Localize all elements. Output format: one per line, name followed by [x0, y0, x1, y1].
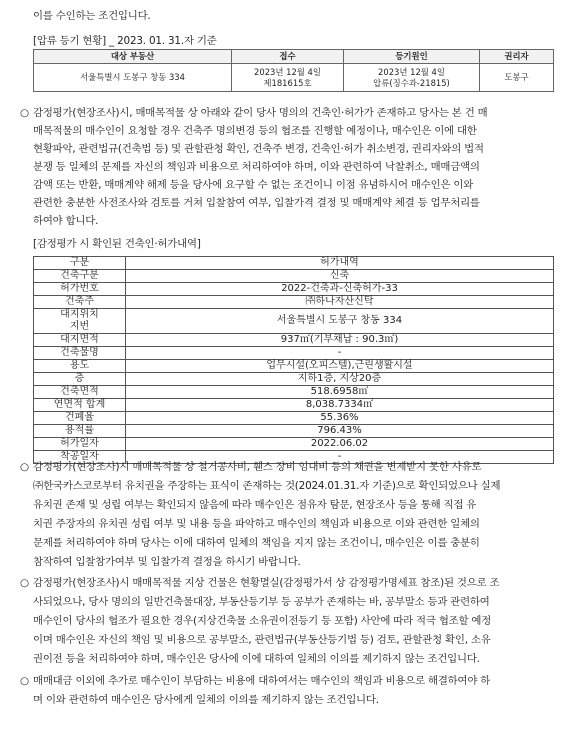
- paragraph-3-line: 권이전 등을 처리하여야 하며, 매수인은 당사에 이에 대하여 일체의 이의를 제기하지 않는 조건입니다.: [33, 653, 480, 665]
- att-col-cause: 등기원인: [344, 50, 480, 64]
- paragraph-1-line: 매목적물의 매수인이 요청할 경우 건축주 명의변경 등의 협조를 진행할 예정이나, 매수인은 이에 대한: [33, 125, 477, 137]
- permit-key: 건축물명: [34, 347, 126, 360]
- paragraph-4-line: ○ 매매대금 이외에 추가로 매수인이 부담하는 비용에 대하여서는 매수인의 책임과 비용으로 해결하여야 하: [20, 675, 491, 687]
- attachment-table: [33, 49, 554, 92]
- att-holder: 도봉구: [480, 64, 554, 92]
- att-col-holder: 권리자: [480, 50, 554, 64]
- att-property: 서울특별시 도봉구 창동 334: [34, 64, 232, 92]
- bullet-icon: ○: [20, 107, 29, 119]
- permit-val: 2022-건축과-신축허가-33: [126, 283, 554, 296]
- paragraph-4-line: 며 이와 관련하여 매수인은 당사에게 일체의 이의를 제기하지 않는 조건입니다.: [33, 694, 379, 706]
- permit-val: 2022.06.02: [126, 438, 554, 451]
- paragraph-3-line: 이며 매수인은 자신의 책임 및 비용으로 공부말소, 관련법규(부동산등기법 등) 검토, 관할관청 확인, 소유: [33, 634, 491, 646]
- att-col-receipt: 접수: [232, 50, 344, 64]
- permit-val: 796.43%: [126, 425, 554, 438]
- permit-val: -: [126, 347, 554, 360]
- intro-line: 이를 수인하는 조건입니다.: [33, 10, 151, 22]
- paragraph-1-line: 관련한 충분한 사전조사와 검토를 거쳐 입찰참여 여부, 입찰가격 결정 및 매매계약 체결 등 업무처리를: [33, 197, 480, 209]
- paragraph-1-line: 현황파악, 관련법규(건축법 등) 및 관할관청 확인, 건축주 변경, 건축인·허가 취소변경, 권리자와의 법적: [33, 143, 484, 155]
- permit-val: 지하1층, 지상20층: [126, 373, 554, 386]
- permit-key: 용도: [34, 360, 126, 373]
- permit-key: 층: [34, 373, 126, 386]
- permit-key: 건축주: [34, 296, 126, 309]
- permit-key: 연면적 합계: [34, 399, 126, 412]
- paragraph-2-line: ○ 감정평가(현장조사)시 매매목적물 상 철거공사비, 휀스 장비 임대비 등의 채권을 변제받지 못한 사유로: [20, 461, 482, 473]
- att-receipt: [232, 64, 344, 92]
- permit-key: 건축구분: [34, 270, 126, 283]
- permit-val: 518.6958㎡: [126, 386, 554, 399]
- permit-val: 937㎡(기부채납 : 90.3㎡): [126, 334, 554, 347]
- bullet-icon: ○: [20, 577, 29, 589]
- permit-val: ㈜하나자산신탁: [126, 296, 554, 309]
- permit-val: 업무시설(오피스텔),근린생활시설: [126, 360, 554, 373]
- permit-key: 건축면적: [34, 386, 126, 399]
- paragraph-2-line: 치권 주장자의 유치권 성립 여부 및 내용 등을 파악하고 매수인의 책임과 비용으로 이와 관련한 일체의: [33, 518, 480, 530]
- permit-head-val: 허가내역: [126, 257, 554, 270]
- attachment-header: [압류 등기 현황] _ 2023. 01. 31.자 기준: [33, 35, 217, 47]
- permit-key: 용적률: [34, 425, 126, 438]
- permit-header: [감정평가 시 확인된 건축인·허가내역]: [33, 238, 201, 250]
- permit-table: [33, 256, 554, 464]
- permit-val: -: [126, 451, 554, 464]
- permit-key: 대지면적: [34, 334, 126, 347]
- permit-head-key: 구분: [34, 257, 126, 270]
- permit-key: 대지위치 지번: [34, 309, 126, 334]
- permit-key: 허가번호: [34, 283, 126, 296]
- permit-key: 건폐율: [34, 412, 126, 425]
- att-cause-detail: 압류(징수과-21815): [373, 77, 450, 88]
- paragraph-3-line: ○ 감정평가(현장조사)시 매매목적물 지상 건물은 현황멸실(감정평가서 상 감정평가명세표 참조)된 것으로 조: [20, 577, 500, 589]
- paragraph-2-line: ㈜한국카스코로부터 유치권을 주장하는 표식이 존재하는 것(2024.01.31.자 기준)으로 확인되었으나 실제: [33, 480, 501, 492]
- paragraph-2-line: 문제를 처리하여야 하며 당사는 이에 대하여 일체의 책임을 지지 않는 조건이니, 매수인은 이를 충분히: [33, 537, 480, 549]
- permit-val: 신축: [126, 270, 554, 283]
- paragraph-1-line: 하여야 합니다.: [33, 215, 99, 227]
- permit-val: 8,038.7334㎡: [126, 399, 554, 412]
- att-receipt-date: 2023년 12월 4일: [254, 66, 321, 77]
- paragraph-1-line: 감액 또는 반환, 매매계약 해제 등을 당사에 요구할 수 없는 조건이니 이점 유념하시어 매수인은 이와: [33, 179, 474, 191]
- att-cause-date: 2023년 12월 4일: [378, 66, 445, 77]
- permit-key: 허가일자: [34, 438, 126, 451]
- paragraph-2-line: 유치권 존재 및 성립 여부는 확인되지 않음에 따라 매수인은 점유자 탐문, 현장조사 등을 통해 직접 유: [33, 499, 477, 511]
- paragraph-1-line: 분쟁 등 일체의 문제를 자신의 책임과 비용으로 처리하여야 하며, 이와 관련하여 낙찰취소, 매매금액의: [33, 161, 480, 173]
- bullet-icon: ○: [20, 461, 29, 473]
- permit-key: 착공일자: [34, 451, 126, 464]
- paragraph-3-line: 매수인이 당사의 협조가 필요한 경우(지상건축물 소유권이전등기 등 포함) 사안에 따라 적극 협조할 예정: [33, 615, 492, 627]
- paragraph-2-line: 참작하여 입찰참가여부 및 입찰가격 결정을 하시기 바랍니다.: [33, 556, 301, 568]
- paragraph-1-line: ○ 감정평가(현장조사)시, 매매목적물 상 아래와 같이 당사 명의의 건축인·허가가 존재하고 당사는 본 건 매: [20, 107, 488, 119]
- paragraph-3-line: 사되었으나, 당사 명의의 일반건축물대장, 부동산등기부 등 공부가 존재하는 바, 공부말소 등과 관련하여: [33, 596, 490, 608]
- att-col-property: 대상 부동산: [34, 50, 232, 64]
- att-cause: [344, 64, 480, 92]
- bullet-icon: ○: [20, 675, 29, 687]
- permit-val: 서울특별시 도봉구 창동 334: [126, 309, 554, 334]
- permit-val: 55.36%: [126, 412, 554, 425]
- att-receipt-no: 제181615호: [263, 77, 312, 88]
